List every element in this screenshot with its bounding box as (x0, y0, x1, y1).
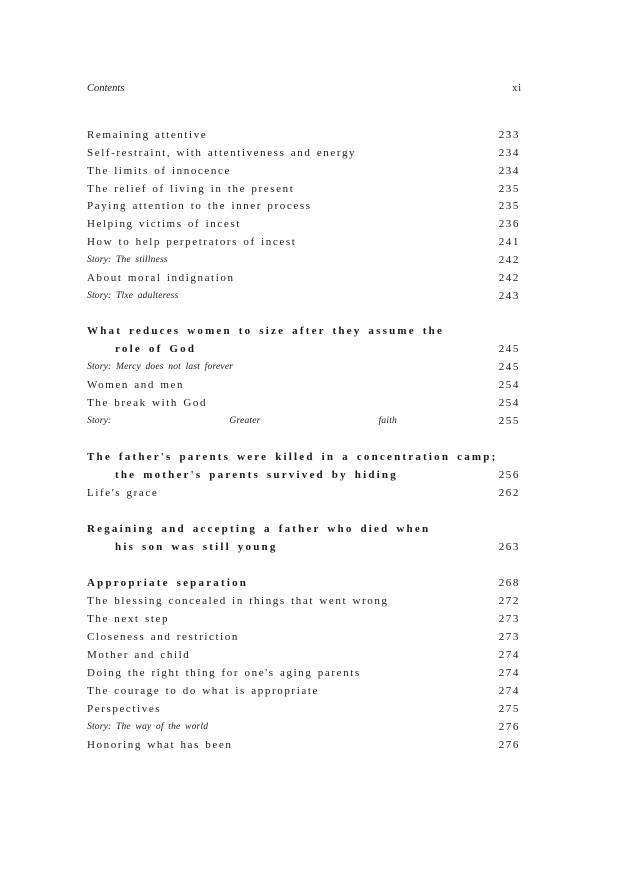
entry-page: 268 (498, 577, 520, 589)
entry-title: Women and men (87, 379, 185, 391)
entry-title: About moral indignation (87, 272, 235, 284)
entry-page: 235 (498, 200, 520, 212)
entry-page: 254 (498, 397, 520, 409)
entry-page: 255 (498, 415, 520, 427)
entry-title: Closeness and restriction (87, 631, 239, 643)
toc-entry (87, 146, 520, 160)
entry-page: 273 (498, 631, 520, 643)
toc-section-heading (87, 324, 520, 338)
entry-title: Story: Mercy does not last forever (87, 362, 234, 372)
toc-entry (87, 594, 520, 608)
toc-entry (87, 612, 520, 626)
entry-page: 276 (498, 721, 520, 733)
entry-title: Story: The stillness (87, 255, 168, 265)
entry-title: Remaining attentive (87, 129, 208, 141)
entry-title: Story: Tlxe adulteress (87, 291, 179, 301)
entry-page: 236 (498, 218, 520, 230)
entry-page: 235 (498, 183, 520, 195)
toc-entry (87, 217, 520, 231)
entry-page: 274 (498, 649, 520, 661)
entry-page: 256 (498, 469, 520, 481)
entry-page: 245 (498, 343, 520, 355)
entry-page: 262 (498, 487, 520, 499)
toc-entry (87, 182, 520, 196)
toc-story-entry (87, 253, 520, 267)
entry-title: Self-restraint, with attentiveness and energy (87, 147, 357, 159)
section-title: Appropriate separation (87, 577, 249, 589)
toc-entry (87, 648, 520, 662)
entry-page: 254 (498, 379, 520, 391)
toc-entry (87, 702, 520, 716)
section-title: What reduces women to size after they assume the (87, 325, 445, 337)
entry-page: 242 (498, 272, 520, 284)
toc-entry (87, 684, 520, 698)
entry-title: The break with God (87, 397, 208, 409)
section-title: role of God (115, 343, 197, 355)
entry-title: The relief of living in the present (87, 183, 295, 195)
entry-page: 276 (498, 739, 520, 751)
toc-story-entry (87, 360, 520, 374)
entry-page: 272 (498, 595, 520, 607)
toc-story-entry (87, 289, 520, 303)
toc-story-entry (87, 720, 520, 734)
entry-page: 245 (498, 361, 520, 373)
toc-section-heading (87, 450, 520, 464)
entry-title: Perspectives (87, 703, 162, 715)
entry-page: 274 (498, 685, 520, 697)
entry-page: 275 (498, 703, 520, 715)
section-title: his son was still young (115, 541, 278, 553)
entry-title: The limits of innocence (87, 165, 231, 177)
entry-page: 242 (498, 254, 520, 266)
entry-title: Story: The way of the world (87, 722, 209, 732)
entry-page: 234 (498, 147, 520, 159)
toc-entry (87, 128, 520, 142)
section-title: The father's parents were killed in a concentration camp; (87, 451, 498, 463)
entry-page: 263 (498, 541, 520, 553)
entry-title: The next step (87, 613, 170, 625)
toc-entry (87, 486, 520, 500)
toc-entry (87, 378, 520, 392)
toc-section-heading (87, 576, 520, 590)
header-page-number: xi (512, 83, 522, 94)
entry-title: The courage to do what is appropriate (87, 685, 319, 697)
toc-entry (87, 164, 520, 178)
toc-section-heading-continued (87, 468, 520, 482)
toc-story-entry (87, 414, 520, 428)
entry-title: Doing the right thing for one's aging parents (87, 667, 361, 679)
entry-title (87, 414, 397, 428)
entry-title: Paying attention to the inner process (87, 200, 312, 212)
section-title: Regaining and accepting a father who died when (87, 523, 431, 535)
entry-title-part: Story: (87, 416, 112, 426)
entry-title-part: Greater (229, 416, 261, 426)
toc-section-heading-continued (87, 342, 520, 356)
toc-entry (87, 235, 520, 249)
toc-entry (87, 271, 520, 285)
entry-title-part: faith (378, 416, 397, 426)
section-title: the mother's parents survived by hiding (115, 469, 398, 481)
toc-entry (87, 396, 520, 410)
toc-entry (87, 630, 520, 644)
toc-entry (87, 199, 520, 213)
toc-section-heading (87, 522, 520, 536)
toc-entry (87, 666, 520, 680)
entry-title: Honoring what has been (87, 739, 233, 751)
entry-title: Helping victims of incest (87, 218, 241, 230)
toc-section-heading-continued (87, 540, 520, 554)
entry-page: 233 (498, 129, 520, 141)
toc-entry (87, 738, 520, 752)
entry-title: Life's grace (87, 487, 159, 499)
entry-page: 274 (498, 667, 520, 679)
entry-page: 243 (498, 290, 520, 302)
entry-page: 234 (498, 165, 520, 177)
entry-title: The blessing concealed in things that went wrong (87, 595, 389, 607)
entry-title: Mother and child (87, 649, 191, 661)
header-title: Contents (87, 83, 125, 94)
entry-page: 241 (498, 236, 520, 248)
entry-page: 273 (498, 613, 520, 625)
entry-title: How to help perpetrators of incest (87, 236, 297, 248)
